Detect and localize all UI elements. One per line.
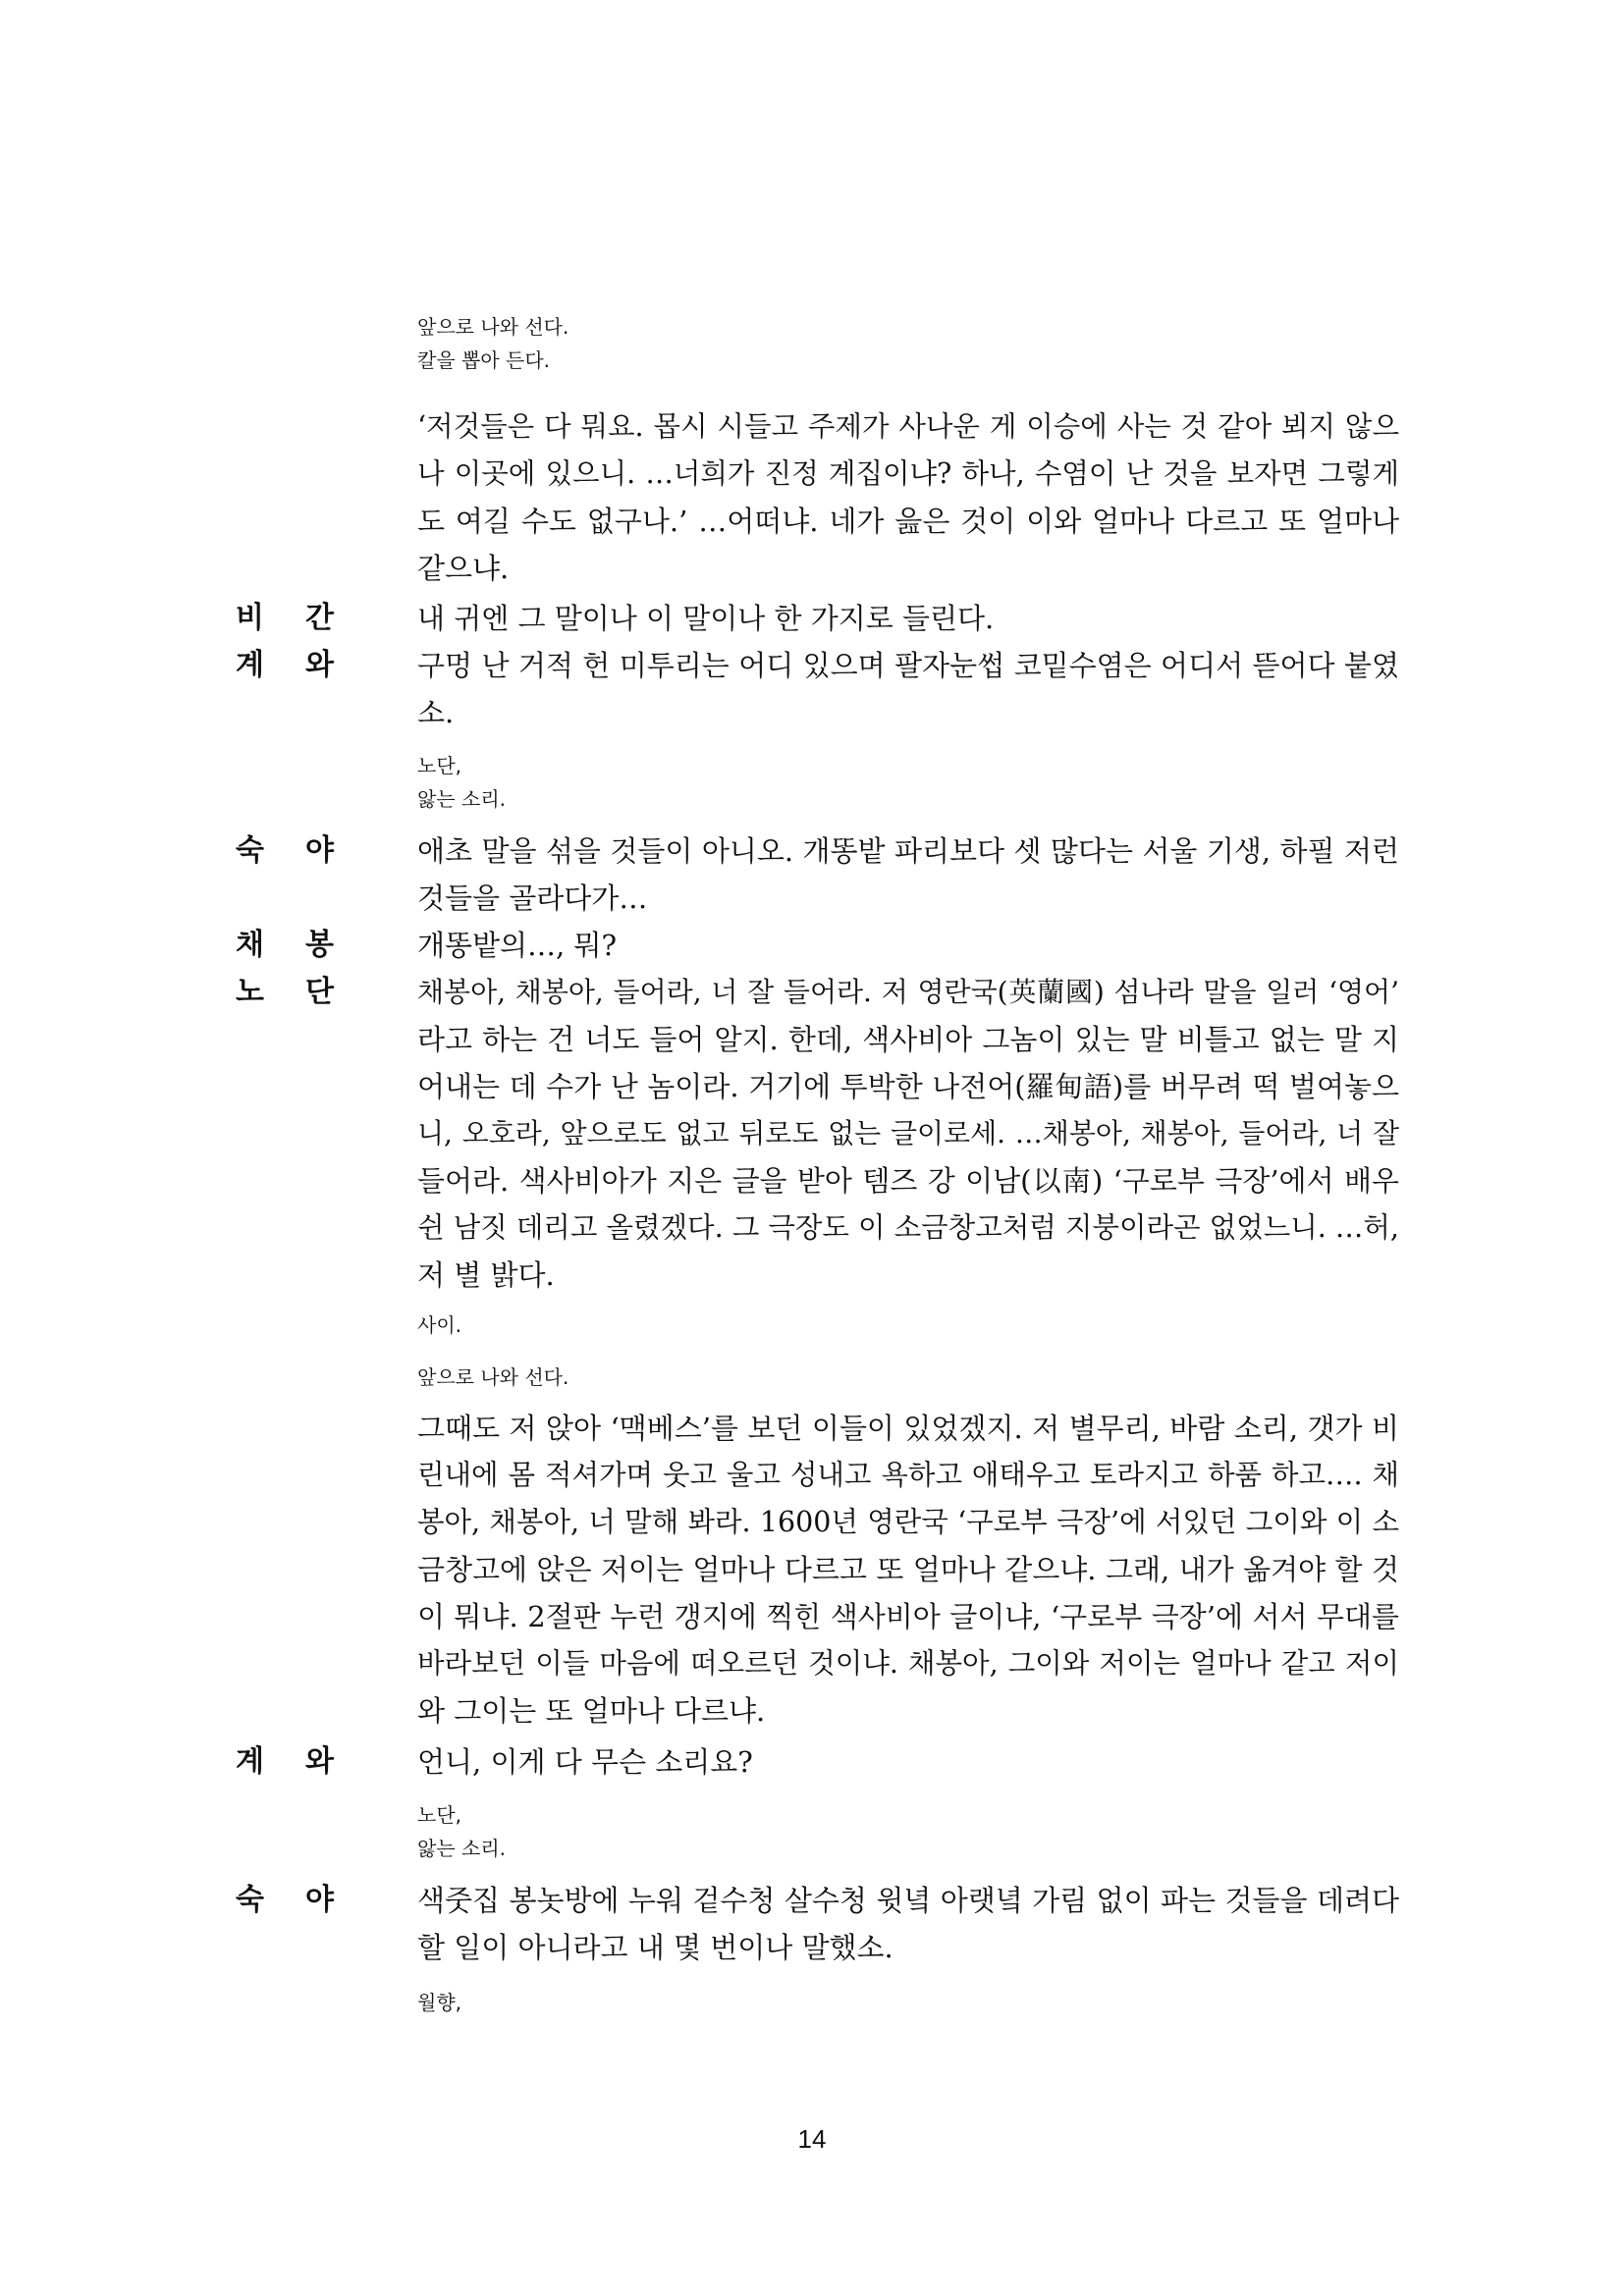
- dialogue-line: 것들을 골라다가…: [417, 881, 648, 915]
- dialogue-line: 이 뭐냐. 2절판 누런 갱지에 찍힌 색사비아 글이냐, ‘구로부 극장’에 서서 무대를: [417, 1600, 1399, 1633]
- speaker-name: 숙 야: [236, 1883, 334, 1917]
- direction-line: 노단,: [417, 754, 461, 777]
- direction-line: 월향,: [417, 1991, 461, 2014]
- dialogue-line: ‘저것들은 다 뭐요. 몹시 시들고 주제가 사나운 게 이승에 사는 것 같아 뵈지 않으: [417, 410, 1399, 443]
- speaker-name: 계 와: [236, 648, 334, 682]
- dialogue-line: 금창고에 앉은 저이는 얼마나 다르고 또 얼마나 같으냐. 그래, 내가 옮겨야 할 것: [417, 1553, 1399, 1586]
- dialogue-line: 언니, 이게 다 무슨 소리요?: [417, 1745, 753, 1779]
- speaker-name: 채 봉: [236, 928, 334, 962]
- dialogue-line: 소.: [417, 696, 455, 729]
- dialogue-line: 와 그이는 또 얼마나 다르냐.: [417, 1694, 766, 1728]
- direction-line: 사이.: [417, 1313, 461, 1337]
- speaker-name: 비 간: [236, 601, 334, 635]
- dialogue-line: 내 귀엔 그 말이나 이 말이나 한 가지로 들린다.: [417, 602, 995, 635]
- direction-line: 앓는 소리.: [417, 1837, 506, 1860]
- dialogue-line: 애초 말을 섞을 것들이 아니오. 개똥밭 파리보다 셋 많다는 서울 기생, 하필 저런: [417, 834, 1399, 868]
- direction-line: 칼을 뽑아 든다.: [417, 348, 550, 372]
- dialogue-line: 어내는 데 수가 난 놈이라. 거기에 투박한 나전어(羅甸語)를 버무려 떡 벌여놓으: [417, 1070, 1399, 1103]
- dialogue-line: 개똥밭의…, 뭐?: [417, 929, 618, 962]
- dialogue-line: 저 별 밝다.: [417, 1258, 555, 1292]
- dialogue-line: 나 이곳에 있으니. …너희가 진정 계집이냐? 하나, 수염이 난 것을 보자면 그렇게: [417, 457, 1399, 490]
- speaker-name: 숙 야: [236, 833, 334, 868]
- speaker-name: 계 와: [236, 1744, 334, 1779]
- dialogue-line: 도 여길 수도 없구나.’ …어떠냐. 네가 읊은 것이 이와 얼마나 다르고 또 얼마나: [417, 505, 1399, 538]
- dialogue-line: 색줏집 봉놋방에 누워 겉수청 살수청 윗녘 아랫녘 가림 없이 파는 것들을 데려다: [417, 1884, 1399, 1917]
- dialogue-line: 구멍 난 거적 헌 미투리는 어디 있으며 팔자눈썹 코밑수염은 어디서 뜯어다 붙였: [417, 649, 1399, 682]
- speaker-name: 노 단: [236, 975, 334, 1009]
- dialogue-line: 같으냐.: [417, 552, 510, 585]
- dialogue-line: 그때도 저 앉아 ‘맥베스’를 보던 이들이 있었겠지. 저 별무리, 바람 소리, 갯가 비: [417, 1412, 1399, 1445]
- dialogue-line: 할 일이 아니라고 내 몇 번이나 말했소.: [417, 1931, 893, 1964]
- dialogue-line: 바라보던 이들 마음에 떠오르던 것이냐. 채봉아, 그이와 저이는 얼마나 같고 저이: [417, 1647, 1399, 1680]
- direction-line: 앞으로 나와 선다.: [417, 315, 569, 339]
- dialogue-line: 들어라. 색사비아가 지은 글을 받아 템즈 강 이남(以南) ‘구로부 극장’에서 배우: [417, 1164, 1399, 1198]
- dialogue-line: 니, 오호라, 앞으로도 없고 뒤로도 없는 글이로세. …채봉아, 채봉아, 들어라, 너 잘: [417, 1117, 1399, 1149]
- direction-line: 앓는 소리.: [417, 787, 506, 811]
- direction-line: 노단,: [417, 1803, 461, 1827]
- dialogue-line: 라고 하는 건 너도 들어 알지. 한데, 색사비아 그놈이 있는 말 비틀고 없는 말 지: [417, 1023, 1399, 1056]
- dialogue-line: 채봉아, 채봉아, 들어라, 너 잘 들어라. 저 영란국(英蘭國) 섬나라 말을 일러 ‘영어’: [417, 976, 1399, 1008]
- direction-line: 앞으로 나와 선다.: [417, 1365, 569, 1389]
- dialogue-line: 린내에 몸 적셔가며 웃고 울고 성내고 욕하고 애태우고 토라지고 하품 하고…. 채: [417, 1459, 1399, 1491]
- dialogue-line: 봉아, 채봉아, 너 말해 봐라. 1600년 영란국 ‘구로부 극장’에 서있던 그이와 이 소: [417, 1506, 1399, 1538]
- dialogue-line: 쉰 남짓 데리고 올렸겠다. 그 극장도 이 소금창고처럼 지붕이라곤 없었느니. …허,: [417, 1211, 1399, 1244]
- page-number: 14: [797, 2124, 827, 2154]
